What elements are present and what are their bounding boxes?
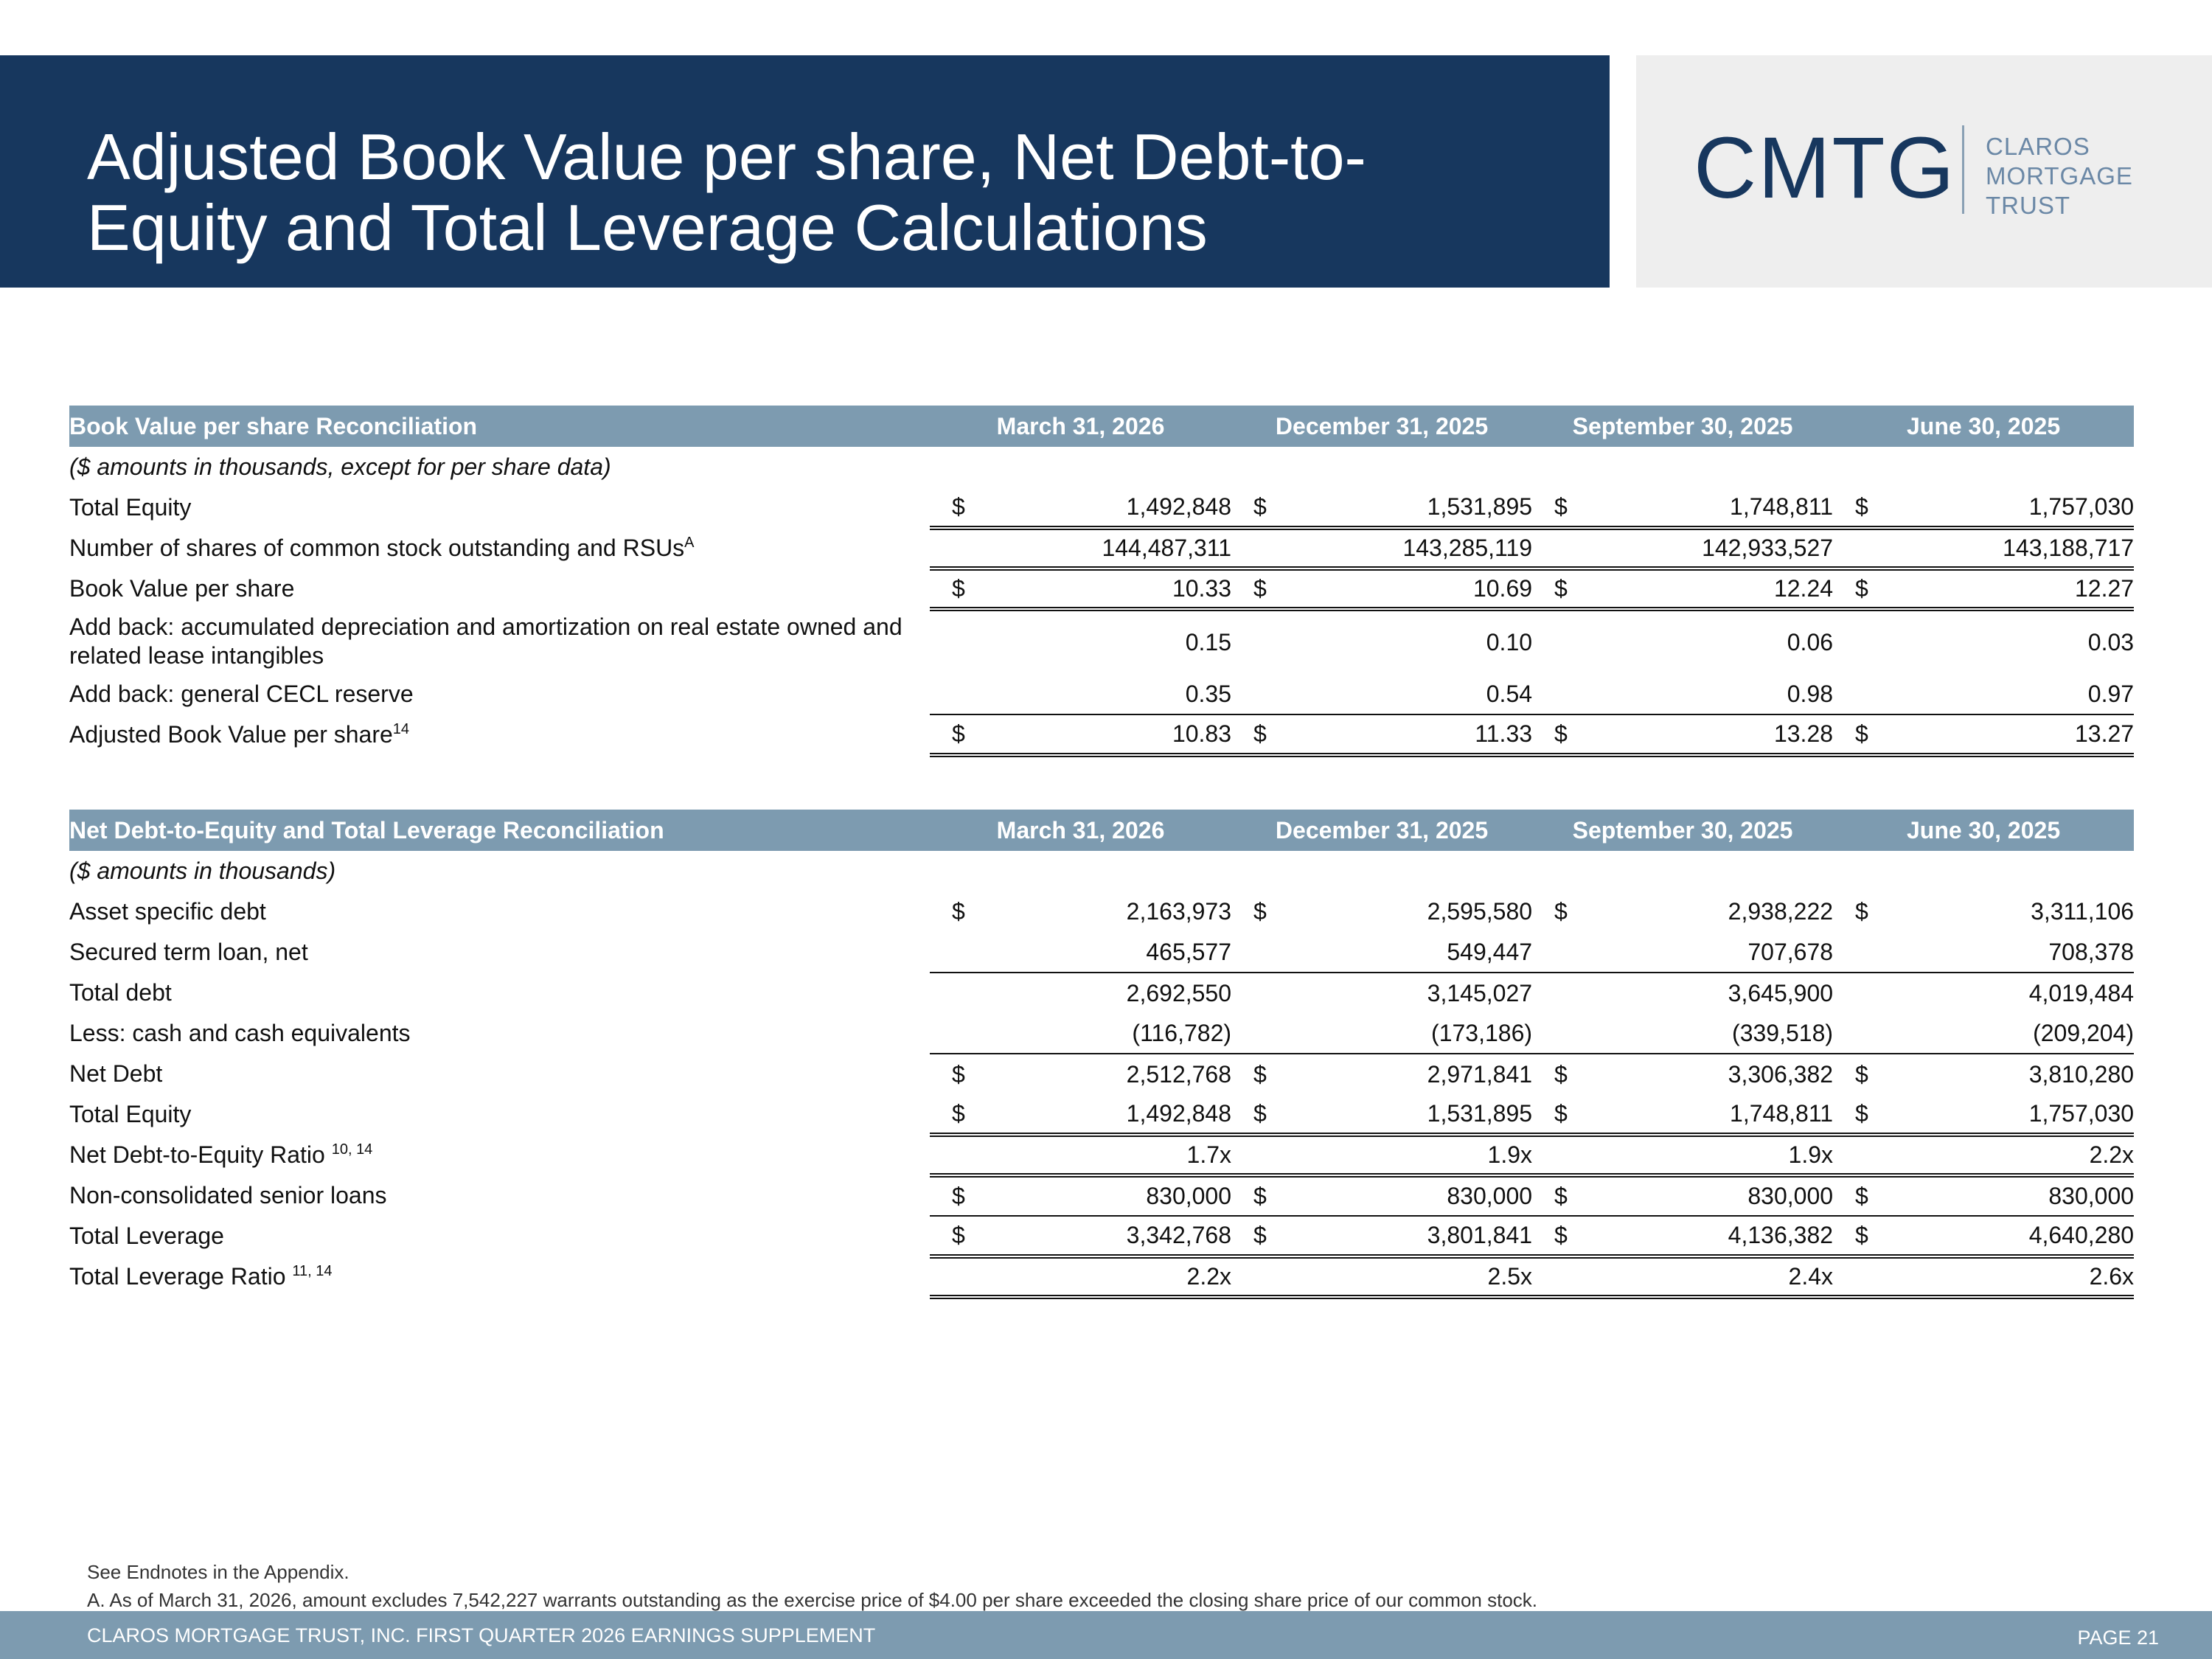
dollar-sign: $ xyxy=(1855,1060,1868,1088)
footnote-ref: 11, 14 xyxy=(292,1263,333,1279)
cell-value: 143,188,717 xyxy=(1903,528,2134,568)
page-title xyxy=(87,122,1562,263)
cell-value: 707,678 xyxy=(1602,932,1833,973)
cell-value: 1,757,030 xyxy=(1903,1094,2134,1135)
dollar-sign: $ xyxy=(1532,1216,1602,1256)
row-label: Adjusted Book Value per share$^{14}$ xyxy=(69,721,410,748)
table-row xyxy=(69,487,2134,528)
logo-mark: CMTG xyxy=(1694,119,1956,217)
logo-wordmark xyxy=(1986,132,2133,220)
table-row xyxy=(69,1013,2134,1054)
cell-value: 3,810,280 xyxy=(2028,1060,2135,1088)
period-header: June 30, 2025 xyxy=(1833,810,2134,851)
table-row xyxy=(69,1216,2134,1256)
dollar-sign: $ xyxy=(1833,714,1903,755)
subtitle-row xyxy=(69,447,2134,487)
cell-value: 830,000 xyxy=(1301,1175,1532,1216)
period-header: December 31, 2025 xyxy=(1231,406,1532,447)
dollar-sign: $ xyxy=(1833,1216,1903,1256)
cell-value: 2,938,222 xyxy=(1728,898,1834,925)
dollar-sign: $ xyxy=(1231,568,1301,609)
leverage-table-title: Net Debt-to-Equity and Total Leverage Reconciliation xyxy=(69,810,930,851)
book-value-table xyxy=(69,406,2134,757)
cell-value: 2,512,768 xyxy=(1126,1060,1232,1088)
dollar-sign: $ xyxy=(952,1060,965,1088)
cell-value: 4,136,382 xyxy=(1602,1216,1833,1256)
period-header: September 30, 2025 xyxy=(1532,406,1833,447)
cell-value: 3,306,382 xyxy=(1728,1060,1834,1088)
dollar-sign: $ xyxy=(1833,487,1903,528)
cell-value: (209,204) xyxy=(1903,1013,2134,1054)
cell-value: 4,019,484 xyxy=(2028,979,2135,1006)
cell-value: 3,145,027 xyxy=(1427,979,1533,1006)
endnote-a: A. As of March 31, 2026, amount excludes 7,542,227 warrants outstanding as the exercise price of $4.00 per share exceeded the closing share price of our common stock. xyxy=(87,1589,1538,1611)
cell-value: 1,748,811 xyxy=(1602,487,1833,528)
dollar-sign: $ xyxy=(1833,568,1903,609)
dollar-sign: $ xyxy=(1554,1060,1568,1088)
cell-value: 4,640,280 xyxy=(1903,1216,2134,1256)
logo-word-2: MORTGAGE xyxy=(1986,162,2133,189)
table-row xyxy=(69,1094,2134,1135)
footnote-ref: A xyxy=(684,535,695,551)
footnote-ref: 14 xyxy=(392,721,410,737)
cell-value: 1.7x xyxy=(1000,1135,1231,1175)
dollar-sign: $ xyxy=(930,568,1000,609)
cell-value: 0.35 xyxy=(1000,674,1231,714)
cell-value: 13.28 xyxy=(1602,714,1833,755)
cell-value: 3,801,841 xyxy=(1301,1216,1532,1256)
cell-value: 1,531,895 xyxy=(1301,1094,1532,1135)
dollar-sign: $ xyxy=(1253,898,1267,925)
table-subtitle: ($ amounts in thousands, except for per share data) xyxy=(69,453,611,480)
dollar-sign: $ xyxy=(1231,487,1301,528)
table-row xyxy=(69,674,2134,714)
cell-value: 2,971,841 xyxy=(1427,1060,1533,1088)
cell-value: 2,692,550 xyxy=(1126,979,1232,1006)
table-row xyxy=(69,973,2134,1013)
table-row xyxy=(69,714,2134,755)
cell-value: 142,933,527 xyxy=(1602,528,1833,568)
row-label: Total Equity xyxy=(69,1101,192,1127)
table-row xyxy=(69,891,2134,932)
dollar-sign: $ xyxy=(1231,1175,1301,1216)
row-label: Non-consolidated senior loans xyxy=(69,1182,387,1208)
leverage-header-row xyxy=(69,810,2134,851)
cell-value: 465,577 xyxy=(1000,932,1231,973)
dollar-sign: $ xyxy=(1532,714,1602,755)
table-row xyxy=(69,932,2134,973)
footnote-ref: 10, 14 xyxy=(331,1141,373,1158)
cell-value: 830,000 xyxy=(1000,1175,1231,1216)
cell-value: 1,757,030 xyxy=(1903,487,2134,528)
page-number: PAGE 21 xyxy=(2077,1627,2159,1649)
table-row xyxy=(69,528,2134,568)
dollar-sign: $ xyxy=(1532,1094,1602,1135)
row-label: Total debt xyxy=(69,979,172,1006)
cell-value: 3,645,900 xyxy=(1728,979,1834,1006)
period-header: March 31, 2026 xyxy=(930,406,1231,447)
dollar-sign: $ xyxy=(1855,898,1868,925)
row-label: Secured term loan, net xyxy=(69,939,308,965)
dollar-sign: $ xyxy=(1532,487,1602,528)
cell-value: 708,378 xyxy=(1903,932,2134,973)
endnote-reference: See Endnotes in the Appendix. xyxy=(87,1561,349,1583)
row-label: Total Leverage Ratio $^{11, 14}$ xyxy=(69,1263,333,1290)
cell-value: 3,311,106 xyxy=(2031,898,2135,925)
dollar-sign: $ xyxy=(930,487,1000,528)
row-label: Total Leverage xyxy=(69,1222,224,1249)
dollar-sign: $ xyxy=(930,1216,1000,1256)
row-label: Add back: accumulated depreciation and amortization on real estate owned and related lease intangibles xyxy=(69,613,902,669)
cell-value: 0.06 xyxy=(1787,629,1834,655)
dollar-sign: $ xyxy=(930,714,1000,755)
cell-value: 12.27 xyxy=(1903,568,2134,609)
dollar-sign: $ xyxy=(952,898,965,925)
row-label: Net Debt xyxy=(69,1060,163,1087)
period-header: December 31, 2025 xyxy=(1231,810,1532,851)
cell-value: 0.10 xyxy=(1486,629,1533,655)
book-value-header-row xyxy=(69,406,2134,447)
dollar-sign: $ xyxy=(1833,1094,1903,1135)
cell-value: 2.2x xyxy=(1903,1135,2134,1175)
cell-value: 830,000 xyxy=(1903,1175,2134,1216)
dollar-sign: $ xyxy=(1231,1094,1301,1135)
footer-title: CLAROS MORTGAGE TRUST, INC. FIRST QUARTER 2026 EARNINGS SUPPLEMENT xyxy=(87,1624,876,1646)
logo-word-3: TRUST xyxy=(1986,192,2070,219)
table-row xyxy=(69,1175,2134,1216)
row-label: Book Value per share xyxy=(69,575,295,602)
cell-value: 143,285,119 xyxy=(1301,528,1532,568)
table-subtitle: ($ amounts in thousands) xyxy=(69,858,336,884)
cell-value: (116,782) xyxy=(1000,1013,1231,1054)
table-row xyxy=(69,1135,2134,1175)
row-label: Less: cash and cash equivalents xyxy=(69,1020,411,1046)
cell-value: 1,492,848 xyxy=(1000,1094,1231,1135)
cell-value: 2,163,973 xyxy=(1126,898,1232,925)
book-value-table-title: Book Value per share Reconciliation xyxy=(69,406,930,447)
cell-value: 0.98 xyxy=(1602,674,1833,714)
cell-value: 2,595,580 xyxy=(1427,898,1533,925)
cell-value: 10.33 xyxy=(1000,568,1231,609)
cell-value: 13.27 xyxy=(1903,714,2134,755)
table-row xyxy=(69,568,2134,609)
row-label: Asset specific debt xyxy=(69,898,266,925)
logo-word-1: CLAROS xyxy=(1986,133,2090,160)
cell-value: (173,186) xyxy=(1301,1013,1532,1054)
cell-value: 0.15 xyxy=(1185,629,1232,655)
dollar-sign: $ xyxy=(930,1175,1000,1216)
cell-value: 10.83 xyxy=(1000,714,1231,755)
dollar-sign: $ xyxy=(1554,898,1568,925)
subtitle-row xyxy=(69,851,2134,891)
cell-value: 1.9x xyxy=(1602,1135,1833,1175)
endnotes xyxy=(87,1558,1537,1614)
table-row xyxy=(69,1054,2134,1094)
dollar-sign: $ xyxy=(1532,568,1602,609)
cell-value: 2.6x xyxy=(1903,1256,2134,1297)
logo-divider xyxy=(1962,125,1964,214)
cell-value: 0.97 xyxy=(1903,674,2134,714)
cell-value: 0.54 xyxy=(1301,674,1532,714)
row-label: Add back: general CECL reserve xyxy=(69,681,414,707)
cell-value: 0.03 xyxy=(2087,629,2135,655)
cell-value: 11.33 xyxy=(1301,714,1532,755)
leverage-table xyxy=(69,810,2134,1299)
cell-value: 144,487,311 xyxy=(1000,528,1231,568)
page-title-line-2: Equity and Total Leverage Calculations xyxy=(87,191,1208,264)
cell-value: 830,000 xyxy=(1602,1175,1833,1216)
cell-value: 1,748,811 xyxy=(1602,1094,1833,1135)
table-row xyxy=(69,609,2134,674)
cell-value: 1,531,895 xyxy=(1301,487,1532,528)
company-logo xyxy=(1636,55,2212,288)
period-header: September 30, 2025 xyxy=(1532,810,1833,851)
cell-value: (339,518) xyxy=(1602,1013,1833,1054)
cell-value: 2.2x xyxy=(1000,1256,1231,1297)
period-header: June 30, 2025 xyxy=(1833,406,2134,447)
row-label: Net Debt-to-Equity Ratio $^{10, 14}$ xyxy=(69,1141,373,1168)
dollar-sign: $ xyxy=(1833,1175,1903,1216)
dollar-sign: $ xyxy=(1231,714,1301,755)
cell-value: 12.24 xyxy=(1602,568,1833,609)
cell-value: 10.69 xyxy=(1301,568,1532,609)
dollar-sign: $ xyxy=(1253,1060,1267,1088)
row-label: Total Equity xyxy=(69,494,192,521)
dollar-sign: $ xyxy=(1231,1216,1301,1256)
cell-value: 549,447 xyxy=(1301,932,1532,973)
cell-value: 1.9x xyxy=(1301,1135,1532,1175)
cell-value: 2.5x xyxy=(1301,1256,1532,1297)
page-title-line-1: Adjusted Book Value per share, Net Debt-to- xyxy=(87,120,1366,193)
cell-value: 1,492,848 xyxy=(1000,487,1231,528)
table-row xyxy=(69,1256,2134,1297)
dollar-sign: $ xyxy=(930,1094,1000,1135)
dollar-sign: $ xyxy=(1532,1175,1602,1216)
row-label: Number of shares of common stock outstanding and RSUs$^A$ xyxy=(69,535,695,561)
cell-value: 3,342,768 xyxy=(1000,1216,1231,1256)
cell-value: 2.4x xyxy=(1602,1256,1833,1297)
period-header: March 31, 2026 xyxy=(930,810,1231,851)
